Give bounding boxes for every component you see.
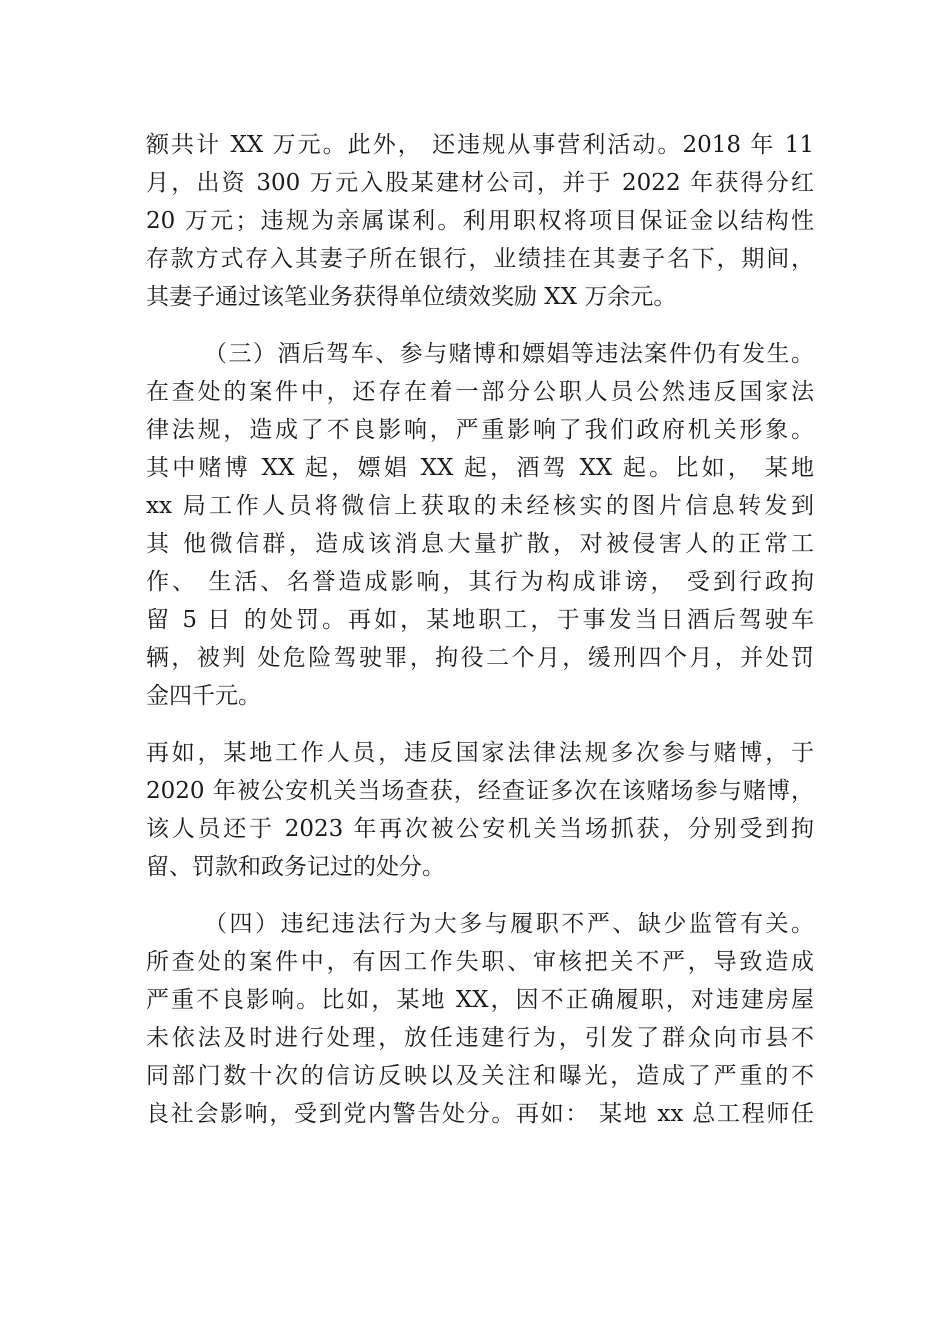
text-line: 月，出资 300 万元入股某建材公司，并于 2022 年获得分红: [146, 170, 814, 196]
text-line: 其妻子通过该笔业务获得单位绩效奖励 XX 万余元。: [146, 284, 677, 310]
text-line: 良社会影响，受到党内警告处分。再如： 某地 xx 总工程师任: [146, 1101, 814, 1127]
text-line: 再如，某地工作人员，违反国家法律法规多次参与赌博，于: [146, 740, 814, 766]
text-line: 未依法及时进行处理，放任违建行为，引发了群众向市县不: [146, 1025, 814, 1051]
document-body: [146, 126, 814, 1133]
paragraph-3: [146, 734, 814, 886]
section-heading-line: （四）违纪违法行为大多与履职不严、缺少监管有关。: [204, 911, 814, 937]
paragraph-gap: [146, 886, 814, 905]
text-line: 所查处的案件中，有因工作失职、审核把关不严，导致造成: [146, 949, 814, 975]
text-line: xx 局工作人员将微信上获取的未经核实的图片信息转发到: [146, 493, 814, 519]
text-line: 其 他微信群，造成该消息大量扩散，对被侵害人的正常工: [146, 531, 814, 557]
text-line: 额共计 XX 万元。此外， 还违规从事营利活动。2018 年 11: [146, 132, 814, 158]
paragraph-gap: [146, 316, 814, 335]
text-line: 存款方式存入其妻子所在银行，业绩挂在其妻子名下，期间，: [146, 246, 814, 272]
text-line: 律法规，造成了不良影响，严重影响了我们政府机关形象。: [146, 417, 814, 443]
text-line: 在查处的案件中，还存在着一部分公职人员公然违反国家法: [146, 379, 814, 405]
text-line: 金四千元。: [146, 683, 261, 709]
text-line: 作、 生活、名誉造成影响，其行为构成诽谤， 受到行政拘: [146, 569, 814, 595]
text-line: 其中赌博 XX 起，嫖娼 XX 起，酒驾 XX 起。比如， 某地: [146, 455, 814, 481]
paragraph-2-section-3: [146, 335, 814, 715]
text-line: 辆，被判 处危险驾驶罪，拘役二个月，缓刑四个月，并处罚: [146, 645, 814, 671]
text-line: 严重不良影响。比如，某地 XX，因不正确履职，对违建房屋: [146, 987, 814, 1013]
paragraph-4-section-4: [146, 905, 814, 1133]
paragraph-gap: [146, 715, 814, 734]
section-heading-line: （三）酒后驾车、参与赌博和嫖娼等违法案件仍有发生。: [204, 341, 814, 367]
text-line: 留 5 日 的处罚。再如，某地职工，于事发当日酒后驾驶车: [146, 607, 814, 633]
text-line: 该人员还于 2023 年再次被公安机关当场抓获，分别受到拘: [146, 816, 814, 842]
paragraph-1: [146, 126, 814, 316]
text-line: 20 万元；违规为亲属谋利。利用职权将项目保证金以结构性: [146, 208, 814, 234]
text-line: 留、罚款和政务记过的处分。: [146, 854, 445, 880]
text-line: 同部门数十次的信访反映以及关注和曝光，造成了严重的不: [146, 1063, 814, 1089]
text-line: 2020 年被公安机关当场查获，经查证多次在该赌场参与赌博，: [146, 778, 814, 804]
